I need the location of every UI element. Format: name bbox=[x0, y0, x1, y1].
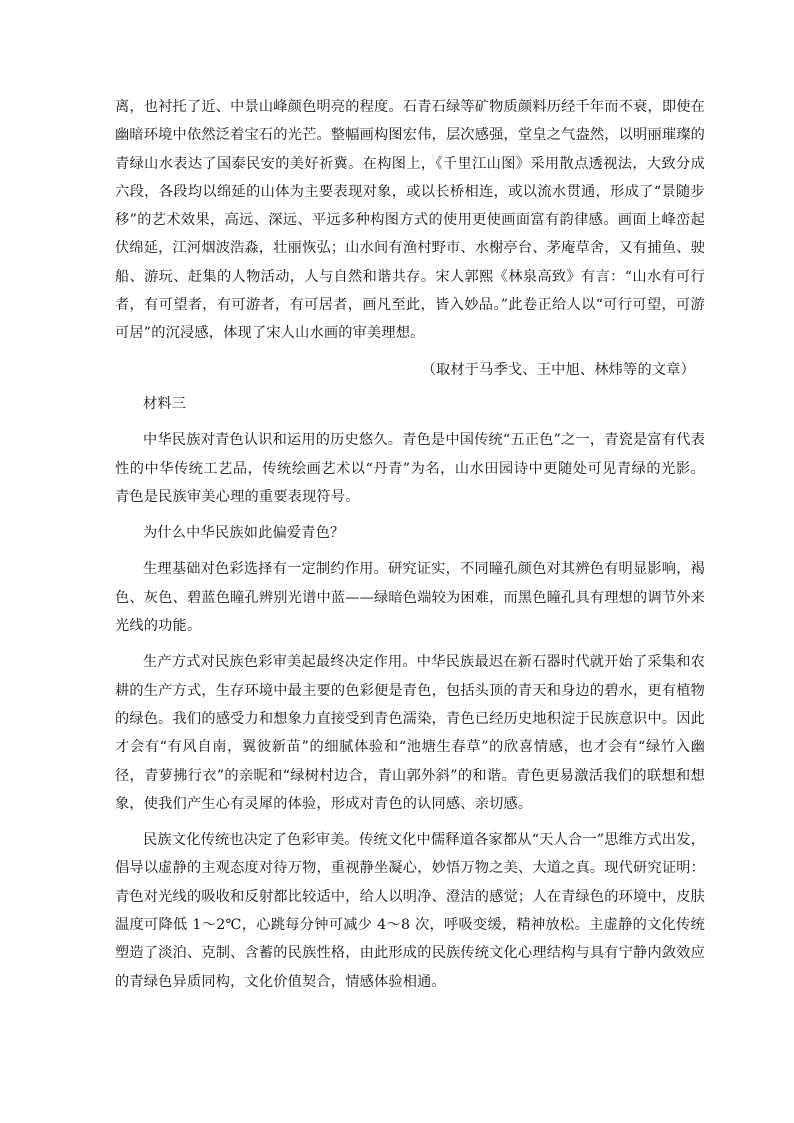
paragraph-culture: 民族文化传统也决定了色彩审美。传统文化中儒释道各家都从“天人合一”思维方式出发，倡导以虚静的主观态度对待万物，重视静坐凝心，妙悟万物之美、大道之真。现代研究证明：青色对光线的吸收和反射都比较适中，给人以明净、澄洁的感觉；人在青绿色的环境中，皮肤温度可降低 1～2℃，心跳每分钟可减少 4～8 次，呼吸变缓，精神放松。主虚静的文化传统塑造了淡泊、克制、含蓄的民族性格，由此形成的民族传统文化心理结构与具有宁静内敛效应的青绿色异质同构，文化价值契合，情感体验相通。 bbox=[115, 832, 705, 990]
paragraph-1: 中华民族对青色认识和运用的历史悠久。青色是中国传统“五正色”之一，青瓷是富有代表性的中华传统工艺品，传统绘画艺术以“丹青”为名，山水田园诗中更随处可见青绿的光影。青色是民族审美心理的重要表现符号。 bbox=[115, 432, 705, 505]
paragraph-question: 为什么中华民族如此偏爱青色？ bbox=[143, 525, 345, 542]
paragraph-production: 生产方式对民族色彩审美起最终决定作用。中华民族最迟在新石器时代就开始了采集和农耕的生产方式，生存环境中最主要的色彩便是青色，包括头顶的青天和身边的碧水，更有植物的绿色。我们的感受力和想象力直接受到青色濡染，青色已经历史地积淀于民族意识中。因此才会有“有风自南，翼彼新苗”的细腻体验和“池塘生春草”的欣喜情感，也才会有“绿竹入幽径，青萝拂行衣”的亲昵和“绿树村边合，青山郭外斜”的和谐。青色更易激活我们的联想和想象，使我们产生心有灵犀的体验，形成对青色的认同感、亲切感。 bbox=[115, 654, 705, 812]
paragraph-physiology: 生理基础对色彩选择有一定制约作用。研究证实，不同瞳孔颜色对其辨色有明显影响，褐色、灰色、碧蓝色瞳孔辨别光谱中蓝——绿暗色端较为困难，而黑色瞳孔具有理想的调节外来光线的功能。 bbox=[115, 561, 705, 635]
document-page bbox=[115, 93, 705, 996]
material3-heading: 材料三 bbox=[143, 395, 187, 412]
material2-source: （取材于马季戈、王中旭、林炜等的文章） bbox=[421, 361, 695, 378]
material2-tail-paragraph: 离，也衬托了近、中景山峰颜色明亮的程度。石青石绿等矿物质颜料历经千年而不衰，即使在幽暗环境中依然泛着宝石的光芒。整幅画构图宏伟，层次感强，堂皇之气盎然，以明丽璀璨的青绿山水表达了国泰民安的美好祈冀。在构图上，《千里江山图》采用散点透视法，大致分成六段，各段均以绵延的山体为主要表现对象，或以长桥相连，或以流水贯通，形成了“景随步移”的艺术效果，高远、深远、平远多种构图方式的使用更使画面富有韵律感。画面上峰峦起伏绵延，江河烟波浩淼，壮丽恢弘；山水间有渔村野市、水榭亭台、茅庵草舍，又有捕鱼、驶船、游玩、赶集的人物活动，人与自然和谐共存。宋人郭熙《林泉高致》有言：“山水有可行者，有可望者，有可游者，有可居者，画凡至此，皆入妙品。”此卷正给人以“可行可望，可游可居”的沉浸感，体现了宋人山水画的审美理想。 bbox=[115, 99, 705, 342]
